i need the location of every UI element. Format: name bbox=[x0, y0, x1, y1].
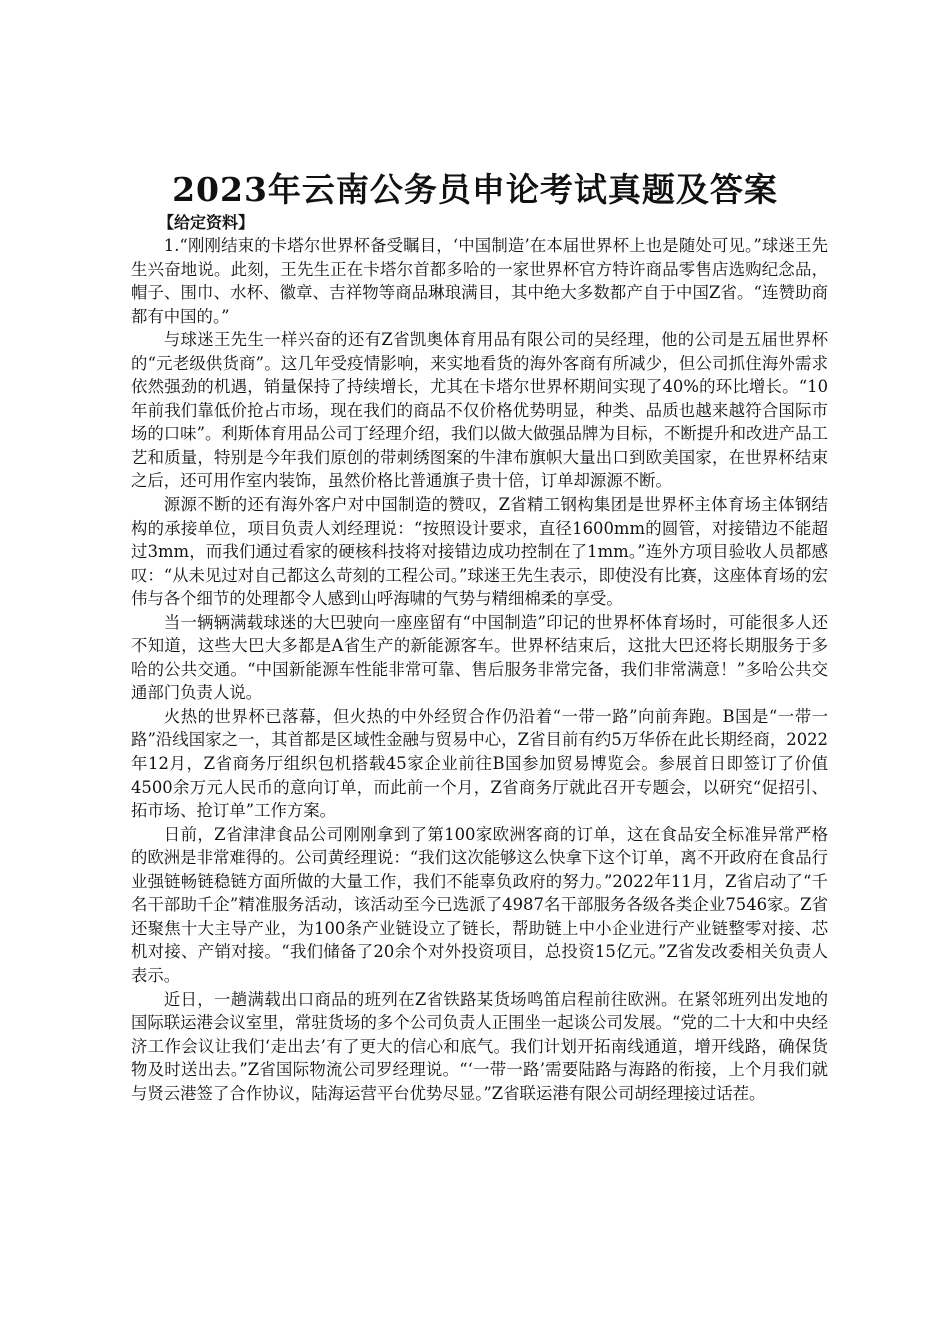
paragraph-1: 1.“刚刚结束的卡塔尔世界杯备受瞩目，‘中国制造’在本届世界杯上也是随处可见。”球迷王先生兴奋地说。此刻，王先生正在卡塔尔首都多哈的一家世界杯官方特许商品零售店选购纪念品，帽子、围巾、水杯、徽章、吉祥物等商品琳琅满目，其中绝大多数都产自于中国Z省。“连赞助商都有中国的。” bbox=[131, 236, 828, 326]
paragraph-7: 近日，一趟满载出口商品的班列在Z省铁路某货场鸣笛启程前往欧洲。在紧邻班列出发地的国际联运港会议室里，常驻货场的多个公司负责人正围坐一起谈公司发展。“党的二十大和中央经济工作会议让我们‘走出去’有了更大的信心和底气。我们计划开拓南线通道，增开线路，确保货物及时送出去。”Z省国际物流公司罗经理说。“‘一带一路’需要陆路与海路的衔接，上个月我们就与贤云港签了合作协议，陆海运营平台优势尽显。”Z省联运港有限公司胡经理接过话茬。 bbox=[131, 989, 828, 1103]
paragraph-4: 当一辆辆满载球迷的大巴驶向一座座留有“中国制造”印记的世界杯体育场时，可能很多人还不知道，这些大巴大多都是A省生产的新能源客车。世界杯结束后，这批大巴还将长期服务于多哈的公共交通。“中国新能源车性能非常可靠、售后服务非常完备，我们非常满意！”多哈公共交通部门负责人说。 bbox=[131, 612, 828, 703]
paragraph-5: 火热的世界杯已落幕，但火热的中外经贸合作仍沿着“一带一路”向前奔跑。B国是“一带一路”沿线国家之一，其首都是区域性金融与贸易中心，Z省目前有约5万华侨在此长期经商，2022年12月，Z省商务厅组织包机搭载45家企业前往B国参加贸易博览会。参展首日即签订了价值4500余万元人民币的意向订单，而此前一个月，Z省商务厅就此召开专题会，以研究“促招引、拓市场、抢订单”工作方案。 bbox=[131, 706, 828, 821]
paragraph-2: 与球迷王先生一样兴奋的还有Z省凯奥体育用品有限公司的吴经理，他的公司是五届世界杯的“元老级供货商”。这几年受疫情影响，来实地看货的海外客商有所减少，但公司抓住海外需求依然强劲的机遇，销量保持了持续增长，尤其在卡塔尔世界杯期间实现了40%的环比增长。“10年前我们靠低价抢占市场，现在我们的商品不仅价格优势明显，种类、品质也越来越符合国际市场的口味”。利斯体育用品公司丁经理介绍，我们以做大做强品牌为目标，不断提升和改进产品工艺和质量，特别是今年我们原创的带刺绣图案的牛津布旗帜大量出口到欧美国家，在世界杯结束之后，还可用作室内装饰，虽然价格比普通旗子贵十倍，订单却源源不断。 bbox=[131, 330, 828, 491]
paragraph-6: 日前，Z省津津食品公司刚刚拿到了第100家欧洲客商的订单，这在食品安全标准异常严格的欧洲是非常难得的。公司黄经理说：“我们这次能够这么快拿下这个订单，离不开政府在食品行业强链畅链稳链方面所做的大量工作，我们不能辜负政府的努力。”2022年11月，Z省启动了“千名干部助千企”精准服务活动，该活动至今已选派了4987名干部服务各级各类企业7546家。Z省还聚焦十大主导产业，为100条产业链设立了链长，帮助链上中小企业进行产业链整零对接、芯机对接、产销对接。“我们储备了20余个对外投资项目，总投资15亿元。”Z省发改委相关负责人表示。 bbox=[131, 824, 828, 985]
document-body bbox=[131, 234, 828, 1105]
paragraph-3: 源源不断的还有海外客户对中国制造的赞叹，Z省精工钢构集团是世界杯主体育场主体钢结构的承接单位，项目负责人刘经理说：“按照设计要求，直径1600mm的圆管，对接错边不能超过3mm，而我们通过看家的硬核科技将对接错边成功控制在了1mm。”连外方项目验收人员都感叹：“从未见过对自己都这么苛刻的工程公司。”球迷王先生表示，即使没有比赛，这座体育场的宏伟与各个细节的处理都令人感到山呼海啸的气势与精细棉柔的享受。 bbox=[131, 495, 828, 609]
section-label: 【给定资料】 bbox=[158, 213, 255, 232]
document-title: 2023年云南公务员申论考试真题及答案 bbox=[172, 170, 778, 209]
